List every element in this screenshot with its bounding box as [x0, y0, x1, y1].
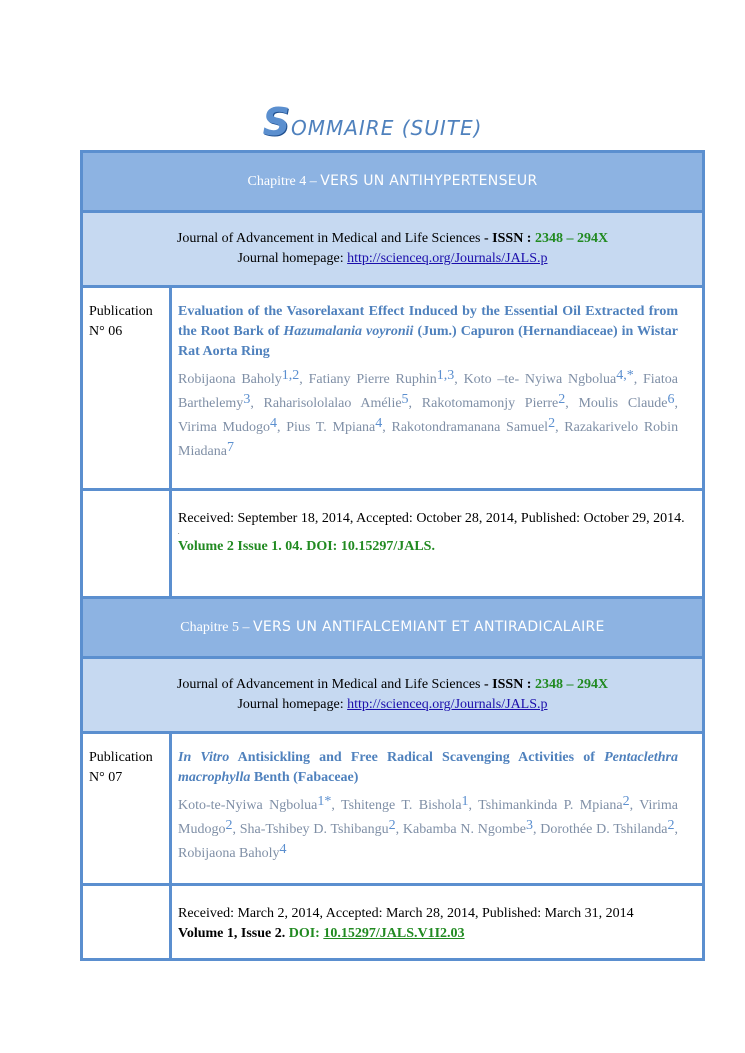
author: Raharisololalao Amélie$^5$,	[263, 392, 413, 411]
author-list	[178, 794, 678, 866]
author: Virima Mudogo$^2$,	[178, 798, 679, 837]
author-list	[178, 368, 678, 464]
chapter-prefix: Chapitre 5 –	[180, 620, 250, 635]
author: Koto –te- Nyiwa Ngbolua$^{4,*}$,	[463, 368, 638, 387]
chapter-header	[82, 598, 704, 658]
publication-label-line1: Publication	[89, 750, 153, 765]
title-part: Benth (Fabaceae)	[253, 770, 359, 785]
publication-row	[82, 287, 704, 490]
empty-cell	[82, 490, 171, 598]
publication-label	[82, 287, 171, 490]
doi-label: DOI:	[288, 926, 320, 941]
doi-link[interactable]: 10.15297/JALS.V1I2.03	[323, 926, 465, 941]
publication-number: N° 06	[89, 324, 123, 339]
journal-row	[82, 212, 704, 287]
journal-name: Journal of Advancement in Medical and Life Sciences	[176, 231, 481, 246]
author: Tshimankinda P. Mpiana$^2$,	[478, 794, 634, 813]
summary-table	[80, 150, 705, 961]
title-rest: OMMAIRE (SUITE)	[290, 116, 483, 140]
title-species: Hazumalania voyronii	[283, 324, 414, 339]
issn-label: - ISSN :	[484, 231, 532, 246]
chapter-name: VERS UN ANTIFALCEMIANT ET ANTIRADICALAIRE	[253, 619, 605, 635]
page-title	[0, 100, 745, 144]
empty-cell	[82, 885, 171, 960]
author: Rakotondramanana Samuel$^2$,	[391, 416, 559, 435]
homepage-link[interactable]: http://scienceq.org/Journals/JALS.p	[347, 697, 548, 712]
issn-label: - ISSN :	[484, 677, 532, 692]
author: Sha-Tshibey D. Tshibangu$^2$,	[239, 818, 400, 837]
author: Moulis Claude$^6$,	[578, 392, 678, 411]
publication-content	[171, 287, 704, 490]
issn-value: 2348 – 294X	[534, 677, 609, 692]
homepage-label: Journal homepage:	[237, 251, 344, 266]
author: Robijaona Baholy$^4$	[178, 842, 287, 861]
title-part: Antisickling and Free Radical Scavenging Activities of	[237, 750, 595, 765]
homepage-link[interactable]: http://scienceq.org/Journals/JALS.p	[347, 251, 548, 266]
chapter-row	[82, 152, 704, 212]
dot-mark: .	[178, 530, 180, 536]
title-italic: In Vitro	[178, 750, 230, 765]
publication-content	[171, 733, 704, 885]
publication-dates	[171, 885, 704, 960]
author: Tshitenge T. Bishola$^1$,	[341, 794, 473, 813]
dates-row	[82, 490, 704, 598]
volume-label: Volume 1, Issue 2.	[178, 926, 286, 941]
publication-dates	[171, 490, 704, 598]
author: Fatiany Pierre Ruphin$^{1,3}$,	[308, 368, 458, 387]
chapter-prefix: Chapitre 4 –	[247, 174, 317, 189]
journal-info	[82, 212, 704, 287]
author: Koto-te-Nyiwa Ngbolua$^{1*}$,	[178, 794, 335, 813]
chapter-header	[82, 152, 704, 212]
author: Fiatoa Barthelemy$^3$,	[178, 372, 678, 411]
author: Robijaona Baholy$^{1,2}$,	[178, 368, 303, 387]
dates-text: Received: September 18, 2014, Accepted: October 28, 2014, Published: October 29, 2014.	[178, 511, 685, 526]
author: Virima Mudogo$^4$,	[178, 416, 281, 435]
author: Pius T. Mpiana$^4$,	[286, 416, 386, 435]
chapter-row	[82, 598, 704, 658]
publication-title	[178, 748, 678, 788]
author: Dorothée D. Tshilanda$^2$,	[540, 818, 679, 837]
homepage-label: Journal homepage:	[237, 697, 344, 712]
author: Razakarivelo Robin Miadana$^7$	[178, 420, 679, 459]
volume-doi: Volume 2 Issue 1. 04. DOI: 10.15297/JALS.	[178, 539, 435, 554]
publication-row	[82, 733, 704, 885]
chapter-name: VERS UN ANTIHYPERTENSEUR	[320, 173, 538, 189]
author: Rakotomamonjy Pierre$^2$,	[421, 392, 569, 411]
issn-value: 2348 – 294X	[534, 231, 609, 246]
dates-row	[82, 885, 704, 960]
journal-row	[82, 658, 704, 733]
journal-info	[82, 658, 704, 733]
publication-label	[82, 733, 171, 885]
dates-text: Received: March 2, 2014, Accepted: March 28, 2014, Published: March 31, 2014	[178, 906, 634, 921]
title-species: Pentaclethra macrophylla	[178, 750, 678, 785]
publication-number: N° 07	[89, 770, 123, 785]
journal-name: Journal of Advancement in Medical and Life Sciences	[176, 677, 481, 692]
publication-label-line1: Publication	[89, 304, 153, 319]
title-part: Evaluation of the Vasorelaxant Effect Induced by the Essential Oil Extracted from the Root Bark of	[178, 304, 678, 339]
title-initial: S	[262, 100, 291, 144]
title-part: (Jum.) Capuron (Hernandiaceae) in Wistar Rat Aorta Ring	[178, 324, 679, 359]
publication-title	[178, 302, 678, 362]
author: Kabamba N. Ngombe$^3$,	[402, 818, 537, 837]
